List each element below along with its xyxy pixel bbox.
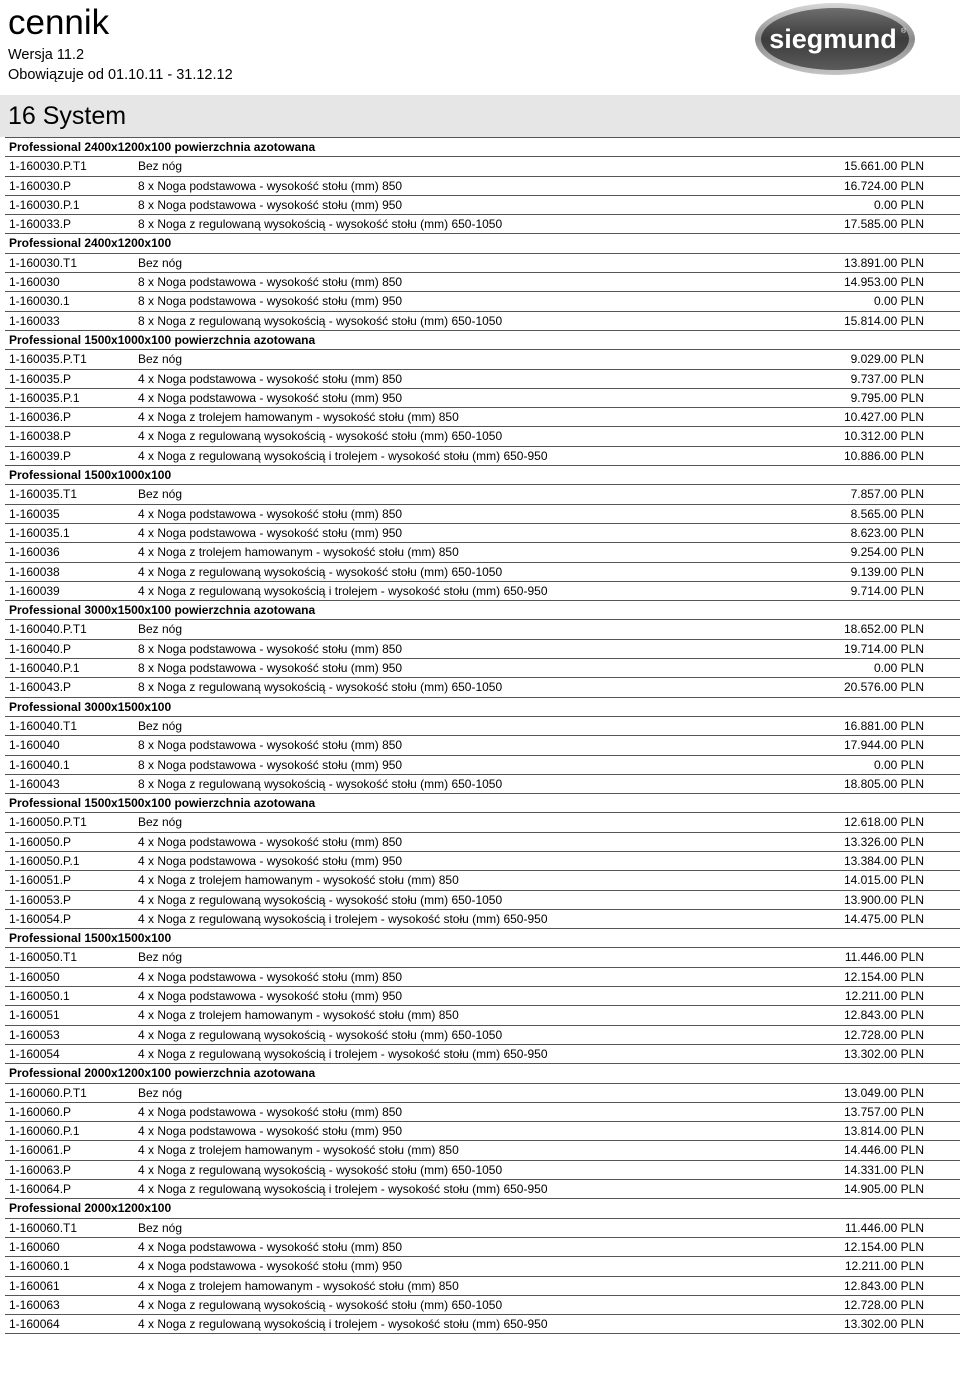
product-description: 4 x Noga podstawowa - wysokość stołu (mm) 950 xyxy=(138,853,403,868)
product-description: 4 x Noga z regulowaną wysokością i trolejem - wysokość stołu (mm) 650-950 xyxy=(138,583,548,598)
price-row xyxy=(5,582,960,601)
product-price: 15.661.00 PLN xyxy=(843,159,924,174)
product-description: 4 x Noga z regulowaną wysokością - wysokość stołu (mm) 650-1050 xyxy=(138,1027,503,1042)
group-title: Professional 1500x1500x100 powierzchnia azotowana xyxy=(9,796,316,811)
product-description: 4 x Noga z regulowaną wysokością i trolejem - wysokość stołu (mm) 650-950 xyxy=(138,448,548,463)
product-price: 13.384.00 PLN xyxy=(843,853,924,868)
product-price: 13.049.00 PLN xyxy=(843,1085,924,1100)
product-description: 8 x Noga podstawowa - wysokość stołu (mm) 950 xyxy=(138,197,403,212)
product-description: Bez nóg xyxy=(138,1085,183,1100)
product-description: 4 x Noga z regulowaną wysokością - wysokość stołu (mm) 650-1050 xyxy=(138,1162,503,1177)
product-code: 1-160054 xyxy=(9,1046,60,1061)
price-row xyxy=(5,968,960,987)
product-price: 0.00 PLN xyxy=(873,197,924,212)
product-code: 1-160050.P.1 xyxy=(9,853,80,868)
product-description: 4 x Noga podstawowa - wysokość stołu (mm) 950 xyxy=(138,525,403,540)
price-row xyxy=(5,1084,960,1103)
product-price: 12.843.00 PLN xyxy=(843,1008,924,1023)
price-row xyxy=(5,196,960,215)
product-price: 12.154.00 PLN xyxy=(843,1239,924,1254)
product-description: 8 x Noga podstawowa - wysokość stołu (mm) 950 xyxy=(138,757,403,772)
product-price: 9.254.00 PLN xyxy=(850,545,924,560)
price-row xyxy=(5,1161,960,1180)
product-description: 8 x Noga podstawowa - wysokość stołu (mm) 850 xyxy=(138,641,403,656)
product-code: 1-160060.T1 xyxy=(9,1220,78,1235)
product-description: 4 x Noga z trolejem hamowanym - wysokość stołu (mm) 850 xyxy=(138,873,459,888)
group-title: Professional 2400x1200x100 xyxy=(9,236,172,251)
product-price: 13.814.00 PLN xyxy=(843,1124,924,1139)
price-row xyxy=(5,987,960,1006)
price-row xyxy=(5,427,960,446)
product-price: 9.029.00 PLN xyxy=(850,352,924,367)
product-price: 12.618.00 PLN xyxy=(843,815,924,830)
group-header-row xyxy=(5,1064,960,1083)
product-price: 13.900.00 PLN xyxy=(843,892,924,907)
document-title: cennik xyxy=(8,3,110,42)
product-description: 8 x Noga z regulowaną wysokością - wysokość stołu (mm) 650-1050 xyxy=(138,776,503,791)
product-price: 10.427.00 PLN xyxy=(843,410,924,425)
price-row xyxy=(5,350,960,369)
price-row xyxy=(5,910,960,929)
product-code: 1-160035.P.1 xyxy=(9,390,80,405)
product-code: 1-160036 xyxy=(9,545,60,560)
product-code: 1-160064.P xyxy=(9,1182,72,1197)
price-row xyxy=(5,389,960,408)
price-row xyxy=(5,543,960,562)
product-price: 7.857.00 PLN xyxy=(850,487,924,502)
product-code: 1-160030.P.T1 xyxy=(9,159,87,174)
product-description: Bez nóg xyxy=(138,159,183,174)
product-code: 1-160043 xyxy=(9,776,60,791)
price-row xyxy=(5,292,960,311)
product-price: 14.446.00 PLN xyxy=(843,1143,924,1158)
product-code: 1-160030.P xyxy=(9,178,72,193)
product-description: 8 x Noga podstawowa - wysokość stołu (mm) 850 xyxy=(138,178,403,193)
price-row xyxy=(5,215,960,234)
product-price: 14.905.00 PLN xyxy=(843,1182,924,1197)
product-description: Bez nóg xyxy=(138,815,183,830)
product-price: 9.714.00 PLN xyxy=(850,583,924,598)
product-code: 1-160030.T1 xyxy=(9,255,78,270)
validity-period: Obowiązuje od 01.10.11 - 31.12.12 xyxy=(8,67,233,83)
product-code: 1-160063 xyxy=(9,1297,60,1312)
product-code: 1-160061.P xyxy=(9,1143,72,1158)
product-code: 1-160060.P xyxy=(9,1104,72,1119)
product-description: 4 x Noga podstawowa - wysokość stołu (mm) 850 xyxy=(138,969,403,984)
group-header-row xyxy=(5,466,960,485)
product-code: 1-160036.P xyxy=(9,410,72,425)
price-row xyxy=(5,177,960,196)
product-description: Bez nóg xyxy=(138,950,183,965)
product-code: 1-160040.P.T1 xyxy=(9,622,87,637)
product-code: 1-160035.P.T1 xyxy=(9,352,87,367)
product-price: 16.881.00 PLN xyxy=(843,718,924,733)
product-code: 1-160053 xyxy=(9,1027,60,1042)
logo-registered-mark: ® xyxy=(901,28,907,35)
group-header-row xyxy=(5,698,960,717)
product-description: Bez nóg xyxy=(138,718,183,733)
group-header-row xyxy=(5,234,960,253)
product-code: 1-160043.P xyxy=(9,680,72,695)
price-row xyxy=(5,254,960,273)
product-code: 1-160060.1 xyxy=(9,1259,70,1274)
product-code: 1-160035.P xyxy=(9,371,72,386)
product-description: 4 x Noga podstawowa - wysokość stołu (mm) 850 xyxy=(138,1104,403,1119)
product-description: 4 x Noga z regulowaną wysokością i trolejem - wysokość stołu (mm) 650-950 xyxy=(138,1046,548,1061)
product-code: 1-160040.P.1 xyxy=(9,661,80,676)
product-price: 18.805.00 PLN xyxy=(843,776,924,791)
group-header-row xyxy=(5,1199,960,1218)
price-row xyxy=(5,659,960,678)
product-price: 12.728.00 PLN xyxy=(843,1027,924,1042)
product-description: 4 x Noga z regulowaną wysokością i trolejem - wysokość stołu (mm) 650-950 xyxy=(138,1182,548,1197)
product-price: 12.728.00 PLN xyxy=(843,1297,924,1312)
product-description: 4 x Noga podstawowa - wysokość stołu (mm) 850 xyxy=(138,834,403,849)
product-code: 1-160035 xyxy=(9,506,60,521)
price-row xyxy=(5,775,960,794)
product-code: 1-160040.T1 xyxy=(9,718,78,733)
product-code: 1-160064 xyxy=(9,1317,60,1332)
product-description: 4 x Noga z regulowaną wysokością i trolejem - wysokość stołu (mm) 650-950 xyxy=(138,1317,548,1332)
product-price: 13.891.00 PLN xyxy=(843,255,924,270)
product-price: 8.565.00 PLN xyxy=(850,506,924,521)
product-description: 8 x Noga podstawowa - wysokość stołu (mm) 850 xyxy=(138,275,403,290)
group-title: Professional 1500x1000x100 xyxy=(9,468,172,483)
logo-wordmark: siegmund xyxy=(769,24,897,54)
price-row xyxy=(5,524,960,543)
product-description: Bez nóg xyxy=(138,352,183,367)
price-row xyxy=(5,1180,960,1199)
product-price: 12.154.00 PLN xyxy=(843,969,924,984)
product-code: 1-160033.P xyxy=(9,217,72,232)
product-price: 17.585.00 PLN xyxy=(843,217,924,232)
product-description: 4 x Noga z regulowaną wysokością - wysokość stołu (mm) 650-1050 xyxy=(138,564,503,579)
product-code: 1-160033 xyxy=(9,313,60,328)
product-code: 1-160040.P xyxy=(9,641,72,656)
group-header-row xyxy=(5,138,960,157)
product-code: 1-160061 xyxy=(9,1278,60,1293)
product-description: 4 x Noga podstawowa - wysokość stołu (mm) 850 xyxy=(138,371,403,386)
group-header-row xyxy=(5,331,960,350)
product-description: 8 x Noga podstawowa - wysokość stołu (mm) 950 xyxy=(138,661,403,676)
price-row xyxy=(5,563,960,582)
product-description: 4 x Noga podstawowa - wysokość stołu (mm) 950 xyxy=(138,1124,403,1139)
product-code: 1-160050.P.T1 xyxy=(9,815,87,830)
product-code: 1-160040.1 xyxy=(9,757,70,772)
group-header-row xyxy=(5,794,960,813)
product-price: 18.652.00 PLN xyxy=(843,622,924,637)
price-row xyxy=(5,640,960,659)
product-code: 1-160051 xyxy=(9,1008,60,1023)
product-description: 4 x Noga z trolejem hamowanym - wysokość stołu (mm) 850 xyxy=(138,545,459,560)
product-price: 10.312.00 PLN xyxy=(843,429,924,444)
product-price: 13.757.00 PLN xyxy=(843,1104,924,1119)
product-price: 14.953.00 PLN xyxy=(843,275,924,290)
product-description: 4 x Noga z trolejem hamowanym - wysokość stołu (mm) 850 xyxy=(138,1008,459,1023)
product-price: 11.446.00 PLN xyxy=(844,1220,924,1235)
product-code: 1-160060.P.T1 xyxy=(9,1085,87,1100)
product-description: Bez nóg xyxy=(138,487,183,502)
product-description: Bez nóg xyxy=(138,255,183,270)
product-code: 1-160035.1 xyxy=(9,525,70,540)
product-description: 4 x Noga z regulowaną wysokością - wysokość stołu (mm) 650-1050 xyxy=(138,1297,503,1312)
product-code: 1-160050.1 xyxy=(9,989,70,1004)
product-description: Bez nóg xyxy=(138,1220,183,1235)
product-description: 4 x Noga podstawowa - wysokość stołu (mm) 850 xyxy=(138,506,403,521)
product-code: 1-160060 xyxy=(9,1239,60,1254)
product-code: 1-160053.P xyxy=(9,892,72,907)
price-table xyxy=(5,137,960,1334)
product-description: 8 x Noga z regulowaną wysokością - wysokość stołu (mm) 650-1050 xyxy=(138,680,503,695)
price-row xyxy=(5,756,960,775)
product-price: 12.843.00 PLN xyxy=(843,1278,924,1293)
product-price: 13.302.00 PLN xyxy=(843,1046,924,1061)
product-price: 19.714.00 PLN xyxy=(843,641,924,656)
product-price: 0.00 PLN xyxy=(873,294,924,309)
price-row xyxy=(5,891,960,910)
product-code: 1-160063.P xyxy=(9,1162,72,1177)
product-price: 15.814.00 PLN xyxy=(843,313,924,328)
product-description: 8 x Noga podstawowa - wysokość stołu (mm) 850 xyxy=(138,738,403,753)
product-description: 4 x Noga podstawowa - wysokość stołu (mm) 950 xyxy=(138,1259,403,1274)
price-row xyxy=(5,1141,960,1160)
price-row xyxy=(5,1296,960,1315)
price-row xyxy=(5,370,960,389)
product-price: 17.944.00 PLN xyxy=(843,738,924,753)
price-row xyxy=(5,1122,960,1141)
product-price: 9.139.00 PLN xyxy=(850,564,924,579)
group-title: Professional 1500x1500x100 xyxy=(9,931,172,946)
price-row xyxy=(5,852,960,871)
price-row xyxy=(5,1238,960,1257)
group-header-row xyxy=(5,929,960,948)
product-code: 1-160060.P.1 xyxy=(9,1124,80,1139)
product-code: 1-160051.P xyxy=(9,873,72,888)
price-row xyxy=(5,312,960,331)
price-row xyxy=(5,1219,960,1238)
price-row xyxy=(5,1006,960,1025)
product-code: 1-160030.P.1 xyxy=(9,197,80,212)
group-title: Professional 1500x1000x100 powierzchnia azotowana xyxy=(9,332,316,347)
product-code: 1-160054.P xyxy=(9,911,72,926)
siegmund-logo xyxy=(754,2,916,76)
product-price: 14.331.00 PLN xyxy=(843,1162,924,1177)
price-row xyxy=(5,1045,960,1064)
group-header-row xyxy=(5,601,960,620)
price-row xyxy=(5,505,960,524)
price-row xyxy=(5,813,960,832)
product-description: 4 x Noga z trolejem hamowanym - wysokość stołu (mm) 850 xyxy=(138,1143,459,1158)
product-price: 13.326.00 PLN xyxy=(843,834,924,849)
product-code: 1-160050.P xyxy=(9,834,72,849)
product-description: 4 x Noga z regulowaną wysokością - wysokość stołu (mm) 650-1050 xyxy=(138,892,503,907)
product-code: 1-160039.P xyxy=(9,448,72,463)
product-price: 13.302.00 PLN xyxy=(843,1317,924,1332)
product-description: 4 x Noga podstawowa - wysokość stołu (mm) 850 xyxy=(138,1239,403,1254)
product-code: 1-160030.1 xyxy=(9,294,70,309)
page-header xyxy=(0,0,960,95)
product-price: 8.623.00 PLN xyxy=(850,525,924,540)
product-code: 1-160040 xyxy=(9,738,60,753)
product-description: 4 x Noga z trolejem hamowanym - wysokość stołu (mm) 850 xyxy=(138,1278,459,1293)
price-row xyxy=(5,1026,960,1045)
price-row xyxy=(5,447,960,466)
price-row xyxy=(5,620,960,639)
product-description: Bez nóg xyxy=(138,622,183,637)
price-row xyxy=(5,736,960,755)
product-code: 1-160038 xyxy=(9,564,60,579)
product-price: 9.737.00 PLN xyxy=(850,371,924,386)
product-code: 1-160039 xyxy=(9,583,60,598)
product-description: 8 x Noga z regulowaną wysokością - wysokość stołu (mm) 650-1050 xyxy=(138,313,503,328)
product-code: 1-160050.T1 xyxy=(9,950,78,965)
product-price: 14.475.00 PLN xyxy=(843,911,924,926)
product-description: 8 x Noga podstawowa - wysokość stołu (mm) 950 xyxy=(138,294,403,309)
section-header xyxy=(0,95,960,137)
product-price: 14.015.00 PLN xyxy=(843,873,924,888)
group-title: Professional 3000x1500x100 xyxy=(9,699,172,714)
product-price: 10.886.00 PLN xyxy=(843,448,924,463)
product-price: 12.211.00 PLN xyxy=(844,989,924,1004)
product-price: 0.00 PLN xyxy=(873,661,924,676)
price-row xyxy=(5,948,960,967)
group-title: Professional 2400x1200x100 powierzchnia azotowana xyxy=(9,140,316,154)
product-description: 4 x Noga z regulowaną wysokością - wysokość stołu (mm) 650-1050 xyxy=(138,429,503,444)
product-price: 16.724.00 PLN xyxy=(843,178,924,193)
product-description: 4 x Noga z regulowaną wysokością i trolejem - wysokość stołu (mm) 650-950 xyxy=(138,911,548,926)
product-price: 12.211.00 PLN xyxy=(844,1259,924,1274)
product-price: 11.446.00 PLN xyxy=(844,950,924,965)
product-price: 0.00 PLN xyxy=(873,757,924,772)
product-code: 1-160050 xyxy=(9,969,60,984)
price-row xyxy=(5,1103,960,1122)
group-title: Professional 2000x1200x100 powierzchnia azotowana xyxy=(9,1066,316,1081)
price-row xyxy=(5,1257,960,1276)
price-row xyxy=(5,485,960,504)
price-row xyxy=(5,833,960,852)
product-price: 20.576.00 PLN xyxy=(843,680,924,695)
price-row xyxy=(5,678,960,697)
product-description: 4 x Noga podstawowa - wysokość stołu (mm) 950 xyxy=(138,989,403,1004)
price-row xyxy=(5,157,960,176)
price-row xyxy=(5,717,960,736)
price-row xyxy=(5,408,960,427)
product-code: 1-160038.P xyxy=(9,429,72,444)
version-label: Wersja 11.2 xyxy=(8,47,85,63)
group-title: Professional 3000x1500x100 powierzchnia azotowana xyxy=(9,603,316,618)
price-row xyxy=(5,871,960,890)
price-row xyxy=(5,273,960,292)
product-code: 1-160030 xyxy=(9,275,60,290)
product-price: 9.795.00 PLN xyxy=(850,390,924,405)
product-code: 1-160035.T1 xyxy=(9,487,78,502)
product-description: 4 x Noga z trolejem hamowanym - wysokość stołu (mm) 850 xyxy=(138,410,459,425)
group-title: Professional 2000x1200x100 xyxy=(9,1201,172,1216)
price-row xyxy=(5,1315,960,1334)
section-title: 16 System xyxy=(8,102,127,130)
product-description: 8 x Noga z regulowaną wysokością - wysokość stołu (mm) 650-1050 xyxy=(138,217,503,232)
product-description: 4 x Noga podstawowa - wysokość stołu (mm) 950 xyxy=(138,390,403,405)
price-row xyxy=(5,1277,960,1296)
